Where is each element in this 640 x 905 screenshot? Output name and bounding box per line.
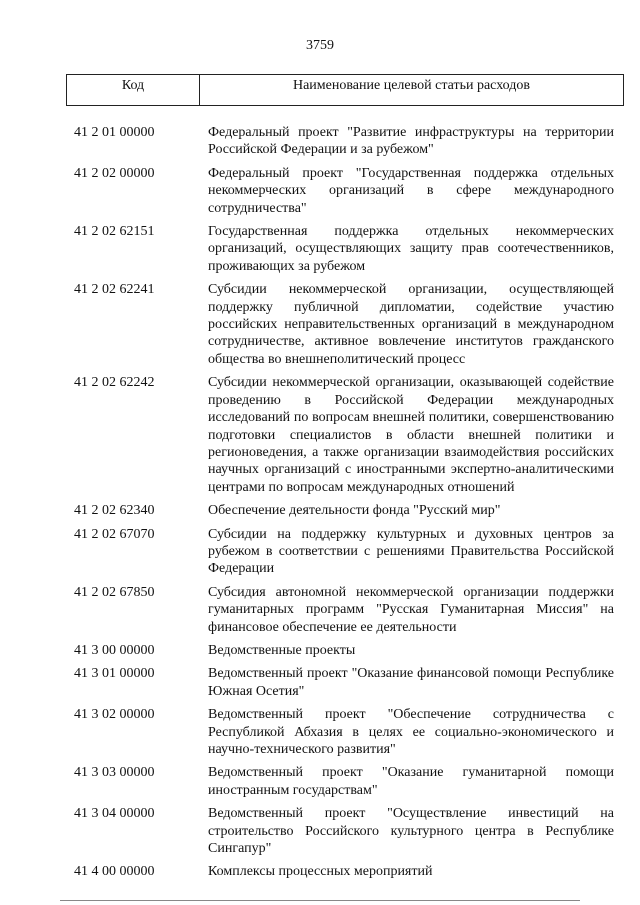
row-code: 41 2 02 67850 bbox=[74, 584, 155, 600]
row-code: 41 3 04 00000 bbox=[74, 806, 155, 822]
row-name: Ведомственный проект "Оказание финансовой помощи Республике Южная Осетия" bbox=[208, 666, 614, 699]
row-code: 41 3 02 00000 bbox=[74, 707, 155, 723]
row-code: 41 2 02 62340 bbox=[74, 503, 155, 519]
row-code: 41 2 01 00000 bbox=[74, 125, 155, 140]
table-row bbox=[74, 502, 614, 519]
row-name: Ведомственный проект "Обеспечение сотрудничества с Республикой Абхазия в целях ее социально-экономического и научно-технического развития" bbox=[208, 707, 614, 757]
table-body bbox=[74, 124, 614, 881]
row-name: Субсидии некоммерческой организации, осуществляющей поддержку публичной дипломатии, содействие участию российских неправительственных организаций в международном сотрудничестве, активное вовлечение институтов гражданского общества во внешнеполитический процесс bbox=[208, 282, 614, 367]
row-code: 41 2 02 62241 bbox=[74, 282, 155, 298]
row-name: Обеспечение деятельности фонда "Русский мир" bbox=[208, 503, 501, 519]
row-code: 41 2 02 62151 bbox=[74, 224, 155, 240]
row-name: Ведомственные проекты bbox=[208, 642, 356, 658]
row-code: 41 2 02 67070 bbox=[74, 526, 155, 542]
row-code: 41 3 00 00000 bbox=[74, 642, 155, 658]
row-name: Федеральный проект "Государственная поддержка отдельных некоммерческих организаций в сфере международного сотрудничества" bbox=[208, 165, 614, 216]
row-name: Субсидии некоммерческой организации, оказывающей содействие проведению в Российской Федерации международных исследований по вопросам внешней политики, совершенствованию подготовки специалистов в области внешней политики и регионоведения, а также организации взаимодействия российских научных организаций с иностранными экспертно-аналитическими центрами по вопросам международных отношений bbox=[208, 375, 614, 495]
row-name: Государственная поддержка отдельных некоммерческих организаций, осуществляющих защиту прав соотечественников, проживающих за рубежом bbox=[208, 224, 614, 274]
row-name: Субсидия автономной некоммерческой организации поддержки гуманитарных программ "Русская Гуманитарная Миссия" на финансовое обеспечение ее деятельности bbox=[208, 584, 614, 635]
table-header bbox=[66, 74, 624, 106]
table-row bbox=[74, 665, 614, 700]
row-code: 41 2 02 00000 bbox=[74, 165, 155, 181]
header-code-column: Код bbox=[67, 75, 200, 105]
page-number: 3759 bbox=[306, 38, 334, 53]
page-bottom-edge bbox=[60, 900, 580, 901]
table-row bbox=[74, 706, 614, 758]
table-row bbox=[74, 805, 614, 857]
row-code: 41 4 00 00000 bbox=[74, 864, 155, 880]
table-row bbox=[74, 642, 614, 659]
table-row bbox=[74, 281, 614, 368]
row-name: Субсидии на поддержку культурных и духовных центров за рубежом в соответствии с решениями Правительства Российской Федерации bbox=[208, 526, 614, 577]
table-row bbox=[74, 863, 614, 880]
row-code: 41 3 01 00000 bbox=[74, 666, 155, 682]
table-row bbox=[74, 165, 614, 217]
row-code: 41 2 02 62242 bbox=[74, 375, 155, 391]
row-name: Ведомственный проект "Оказание гуманитарной помощи иностранным государствам" bbox=[208, 765, 614, 798]
table-row bbox=[74, 526, 614, 578]
header-name-column: Наименование целевой статьи расходов bbox=[292, 78, 531, 93]
table-row bbox=[74, 374, 614, 496]
table-row bbox=[74, 584, 614, 636]
row-name: Комплексы процессных мероприятий bbox=[208, 864, 433, 880]
table-row bbox=[74, 124, 614, 159]
table-row bbox=[74, 223, 614, 275]
row-name: Ведомственный проект "Осуществление инвестиций на строительство Российского культурного центра в Республике Сингапур" bbox=[208, 806, 614, 857]
row-name: Федеральный проект "Развитие инфраструктуры на территории Российской Федерации и за рубежом" bbox=[208, 125, 614, 158]
table-row bbox=[74, 764, 614, 799]
row-code: 41 3 03 00000 bbox=[74, 765, 155, 781]
